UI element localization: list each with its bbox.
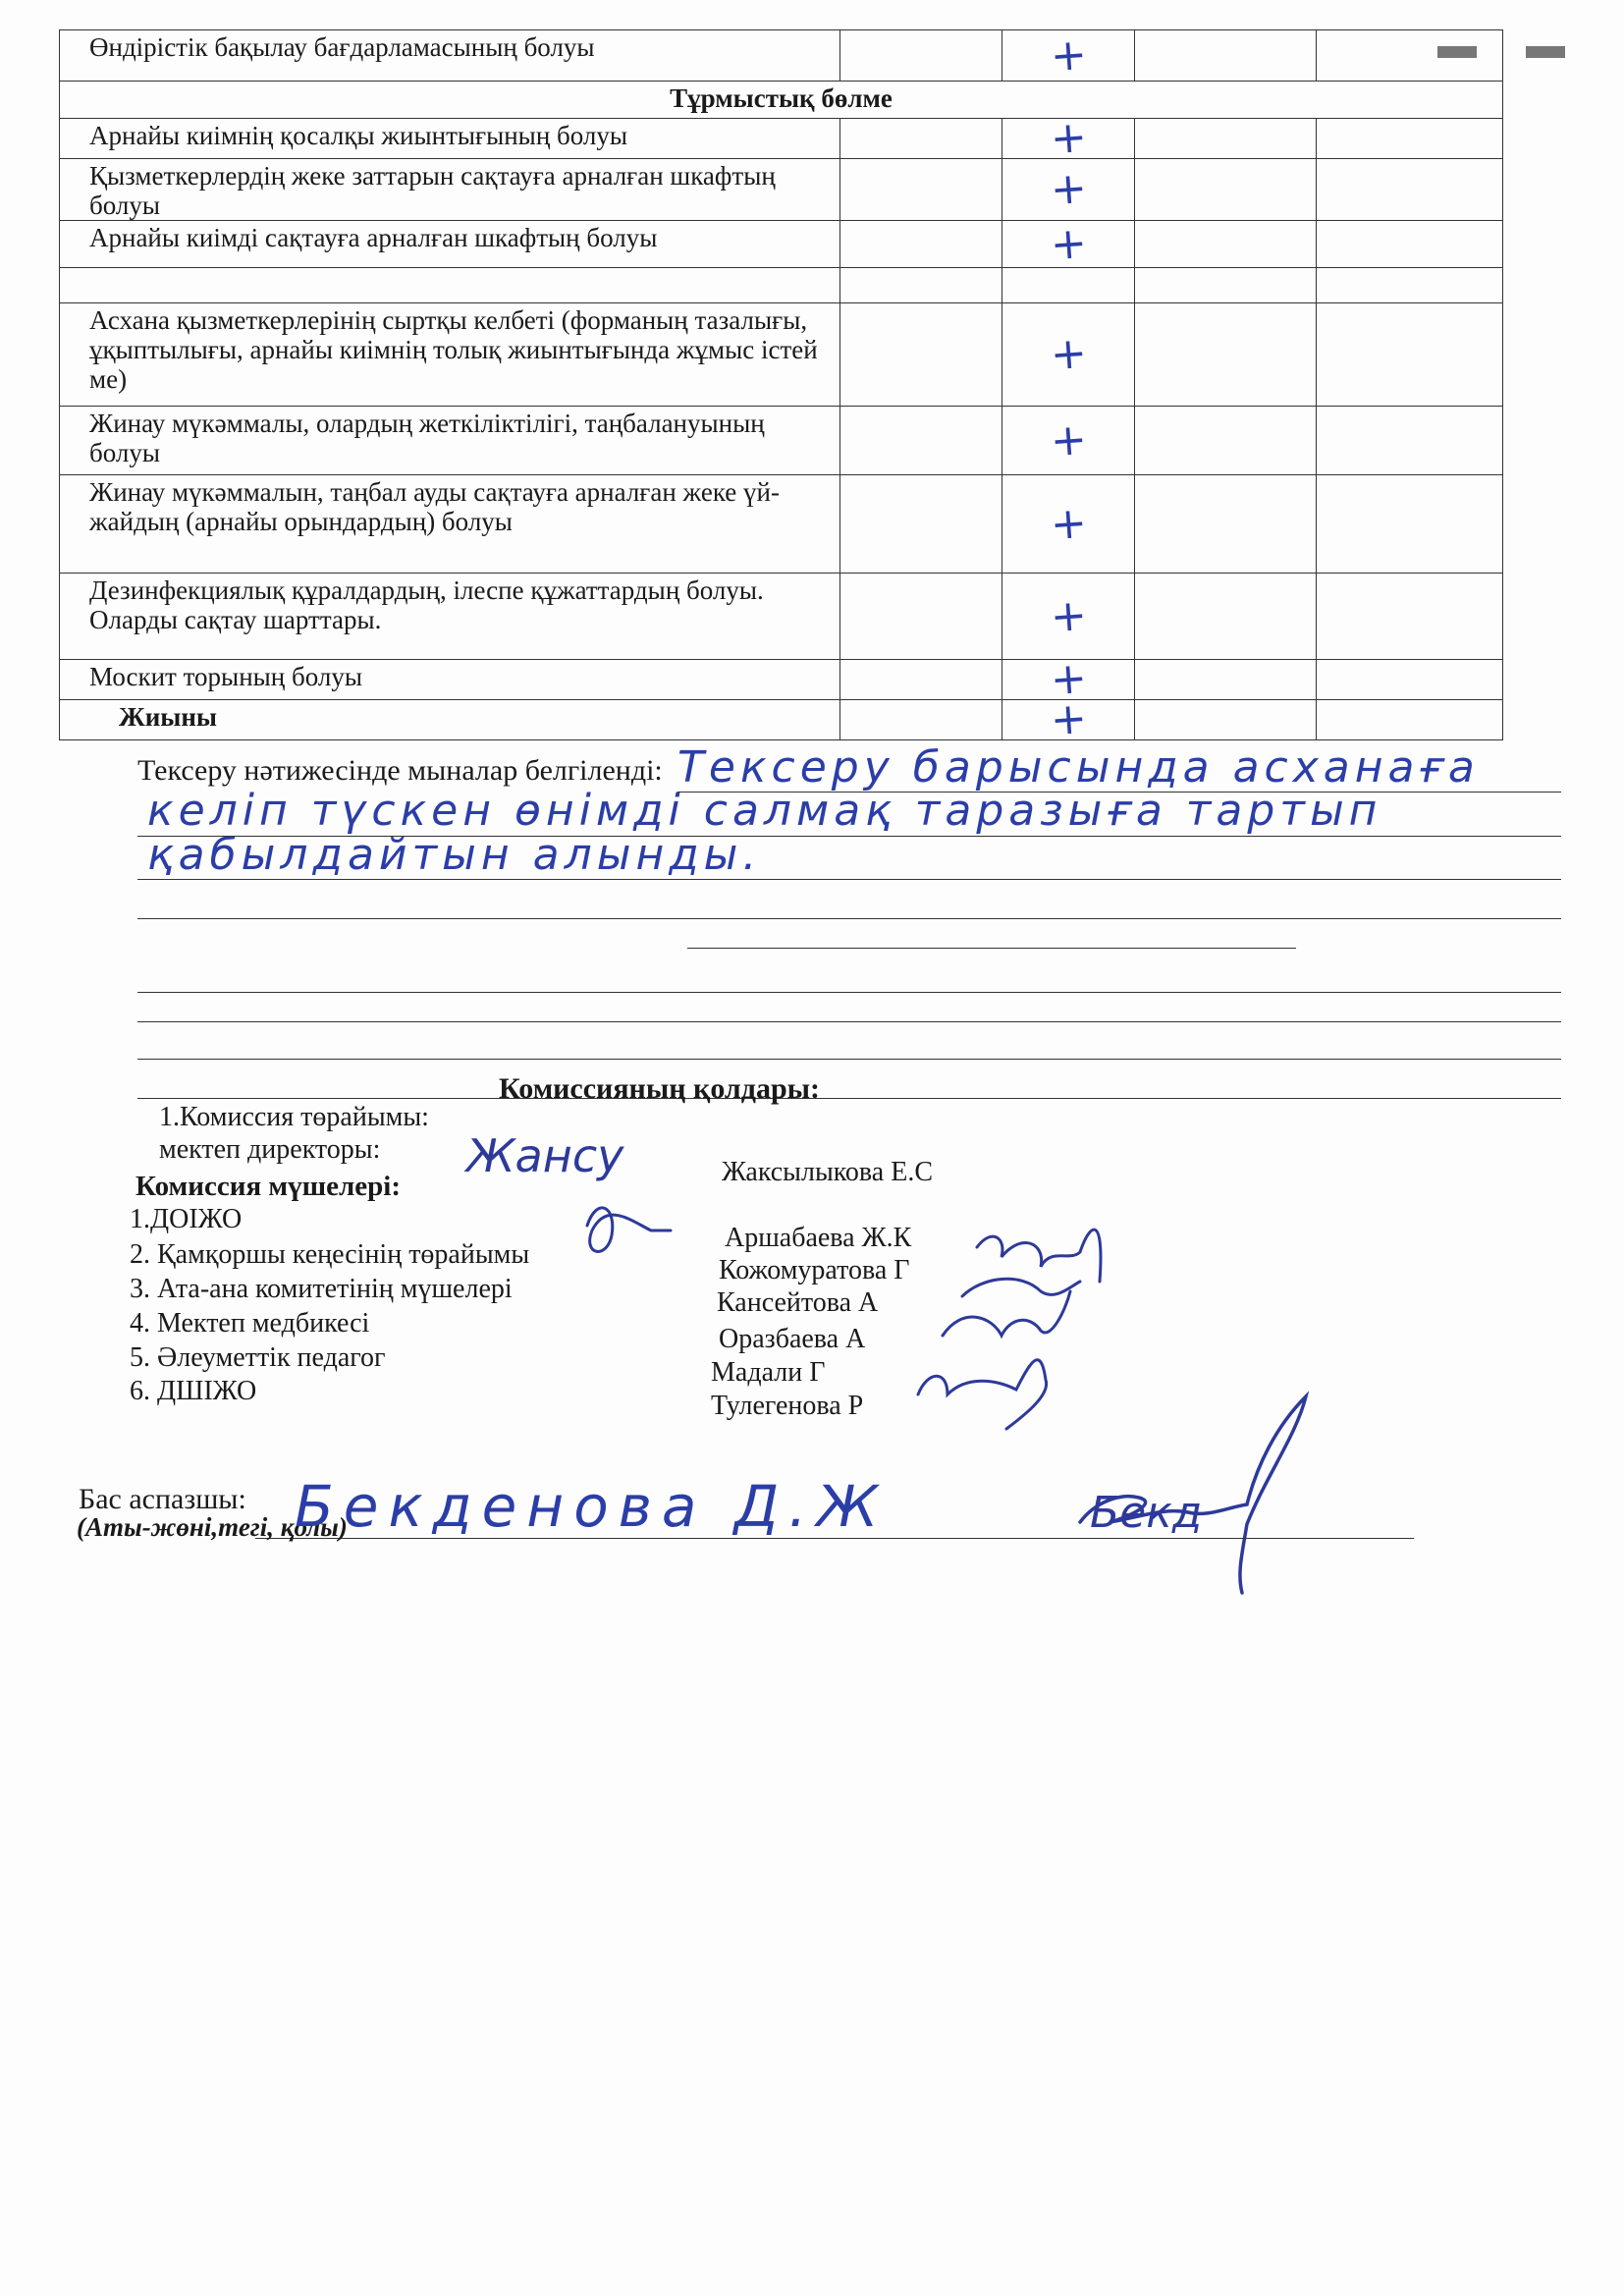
check-mark: + — [1048, 497, 1089, 550]
scan-marks: ▬ ▬ — [1437, 23, 1585, 67]
check-mark: + — [1048, 692, 1089, 746]
check-mark: + — [1048, 162, 1089, 216]
member-signature-4 — [943, 1291, 1070, 1336]
check-mark: + — [1048, 111, 1089, 165]
row-label: Өндірістік бақылау бағдарламасының болуы — [60, 30, 840, 82]
row-label: Арнайы киімнің қосалқы жиынтығының болуы — [60, 119, 840, 159]
row-label: Москит торының болуы — [60, 660, 840, 700]
member-signature-3 — [962, 1279, 1080, 1296]
member-name: Тулегенова Р — [711, 1391, 864, 1421]
findings-handwriting-1: Тексеру барысында асханаға — [677, 742, 1480, 793]
chef-name-handwriting: Бекденова Д.Ж — [295, 1473, 889, 1540]
check-mark: + — [1048, 413, 1089, 466]
findings-handwriting-3: қабылдайтын алынды. — [147, 830, 762, 880]
member-role: 3. Ата-ана комитетінің мүшелері — [130, 1274, 513, 1304]
total-label: Жиыны — [60, 700, 840, 740]
chair-line1: 1.Комиссия төрайымы: — [159, 1102, 429, 1132]
row-label: Арнайы киімді сақтауға арналған шкафтың болуы — [60, 221, 840, 268]
row-label: Асхана қызметкерлерінің сыртқы келбеті (форманың тазалығы, ұқыптылығы, арнайы киімнің толық жиынтығында жұмыс істей ме) — [60, 303, 840, 407]
chair-signature: Жансу — [466, 1129, 624, 1182]
chef-signature-text: Бекд — [1090, 1488, 1203, 1538]
chair-line2: мектеп директоры: — [159, 1134, 381, 1165]
row-label: Қызметкерлердің жеке заттарын сақтауға арналған шкафтың болуы — [60, 159, 840, 221]
row-label: Жинау мүкәммалы, олардың жеткіліктілігі, таңбалануының болуы — [60, 407, 840, 475]
member-name: Мадали Г — [711, 1357, 826, 1388]
chair-name: Жаксылыкова Е.С — [722, 1157, 933, 1187]
row-label: Дезинфекциялық құралдардың, ілеспе құжаттардың болуы. Оларды сақтау шарттары. — [60, 574, 840, 660]
members-title: Комиссия мүшелері: — [135, 1171, 401, 1202]
member-role: 6. ДШІЖО — [130, 1376, 257, 1406]
check-mark: + — [1048, 327, 1089, 381]
findings-handwriting-2: келіп түскен өнімді салмақ таразыға тартып — [147, 786, 1382, 836]
member-name: Кожомуратова Г — [719, 1255, 910, 1285]
member-role: 5. Әлеуметтік педагог — [130, 1342, 386, 1373]
member-name: Аршабаева Ж.К — [725, 1223, 912, 1253]
member-role: 2. Қамқоршы кеңесінің төрайымы — [130, 1239, 530, 1270]
check-mark: + — [1048, 28, 1089, 82]
chef-sublabel: (Аты-жөні,тегі, қолы) — [77, 1512, 348, 1542]
member-signature-1 — [587, 1208, 671, 1252]
signatures-title: Комиссияның қолдары: — [499, 1072, 821, 1105]
section-title: Тұрмыстық бөлме — [60, 82, 1503, 119]
member-name: Кансейтова А — [717, 1287, 879, 1318]
check-mark: + — [1048, 589, 1089, 642]
check-mark: + — [1048, 217, 1089, 270]
row-label: Жинау мүкәммалын, таңбал ауды сақтауға арналған жеке үй-жайдың (арнайы орындардың) болуы — [60, 475, 840, 574]
member-role: 4. Мектеп медбикесі — [130, 1308, 370, 1339]
member-signature-5 — [918, 1360, 1047, 1429]
check-mark: + — [1048, 652, 1089, 706]
member-name: Оразбаева А — [719, 1324, 866, 1354]
member-role: 1.ДОІЖО — [130, 1204, 243, 1234]
chef-label: Бас аспазшы: — [79, 1483, 246, 1515]
findings-label: Тексеру нәтижесінде мыналар белгіленді: — [137, 754, 663, 787]
member-signature-2 — [977, 1230, 1101, 1282]
